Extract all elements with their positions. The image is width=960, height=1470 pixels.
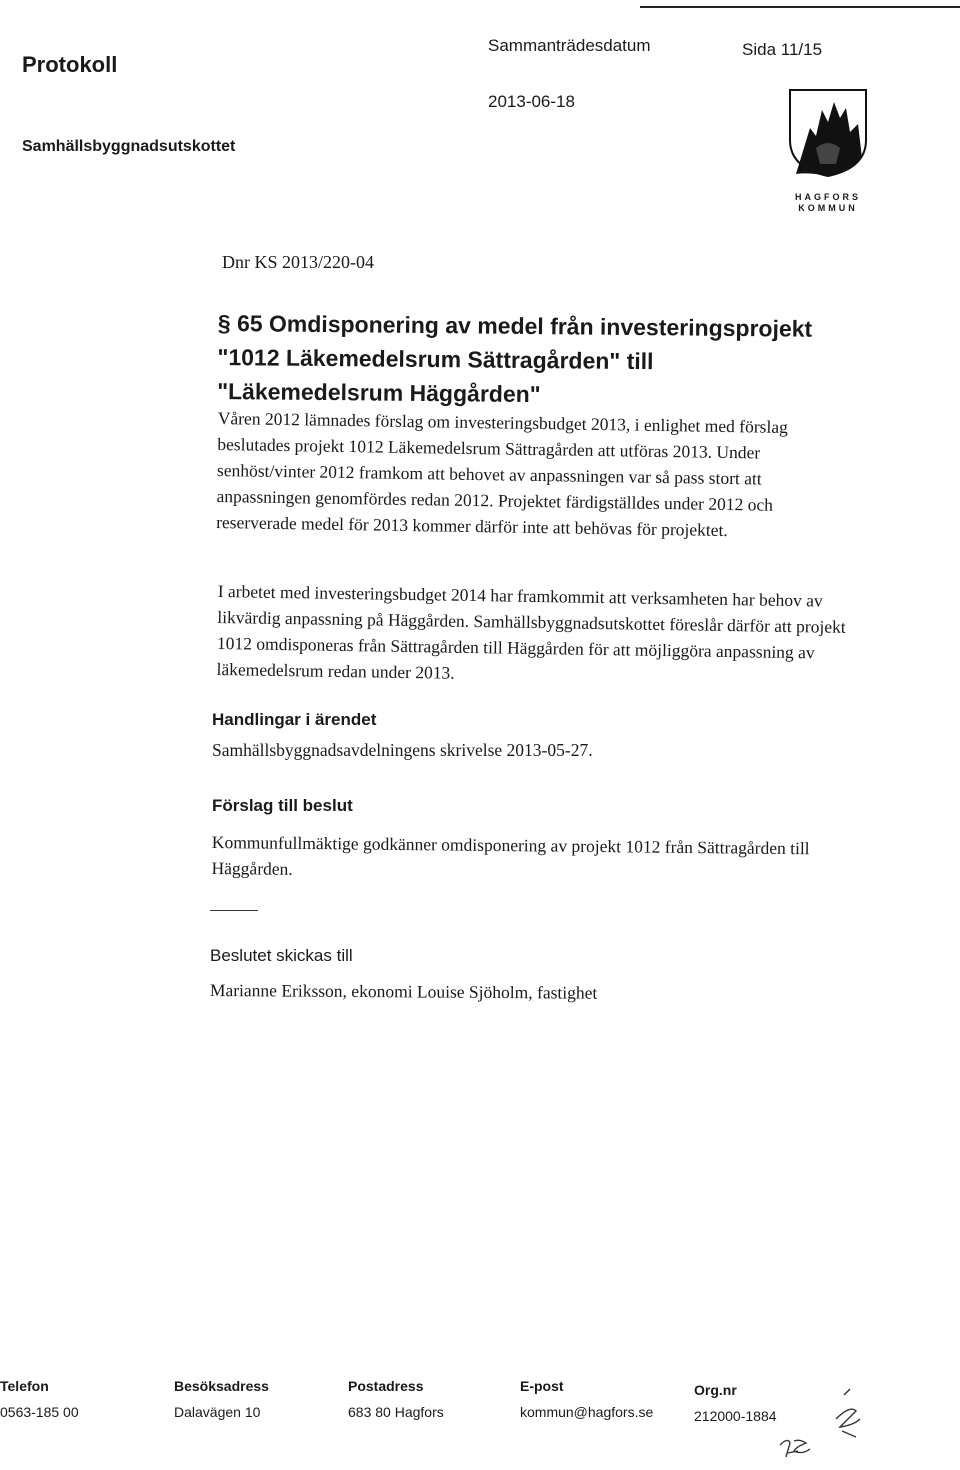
footer-visit-label: Besöksadress <box>174 1378 269 1394</box>
logo-text-line2: KOMMUN <box>798 203 858 213</box>
documents-text: Samhällsbyggnadsavdelningens skrivelse 2013-05-27. <box>212 740 593 760</box>
section-title <box>217 306 812 414</box>
top-rule <box>640 6 960 8</box>
footer-visit-address: Dalavägen 10 <box>174 1404 261 1420</box>
proposal-text: Kommunfullmäktige godkänner omdisponering av projekt 1012 från Sättragården till Häggården. <box>211 831 810 879</box>
section-title-line3: "Läkemedelsrum Häggården" <box>217 377 541 408</box>
paragraph-proposal-rationale: I arbetet med investeringsbudget 2014 har framkommit att verksamheten har behov av likvärdig anpassning på Häggården. Samhällsbyggnadsutskottet föreslår därför att projekt 1012 omdisponeras från Sättragården till Häggården för att möjliggöra anpassning av läkemedelsrum redan under 2013. <box>216 580 846 683</box>
handwritten-initials-signature <box>760 1385 880 1465</box>
section-title-line2: "1012 Läkemedelsrum Sättragården" till <box>217 343 654 375</box>
footer-postal-label: Postadress <box>348 1378 424 1394</box>
department-name: Samhällsbyggnadsutskottet <box>22 138 236 155</box>
logo-text <box>782 192 874 214</box>
paragraph-background: Våren 2012 lämnades förslag om investeringsbudget 2013, i enlighet med förslag beslutades projekt 1012 Läkemedelsrum Sättragården att utföras 2013. Under senhöst/vinter 2012 framkom att behovet av anpassningen var så pass stort att anpassningen genomfördes redan 2012. Projektet färdigställdes under 2012 och reserverade medel för 2013 kommer därför inte att behövas för projektet. <box>216 407 788 541</box>
footer-org-label: Org.nr <box>694 1382 737 1398</box>
proposal-heading: Förslag till beslut <box>212 796 353 815</box>
recipients-heading: Beslutet skickas till <box>210 946 353 965</box>
footer-email-label: E-post <box>520 1378 564 1394</box>
document-type-title: Protokoll <box>22 52 118 77</box>
meeting-date-label: Sammanträdesdatum <box>488 36 651 55</box>
footer-postal-address: 683 80 Hagfors <box>348 1404 444 1420</box>
diary-number: Dnr KS 2013/220-04 <box>222 252 374 272</box>
footer-org-number: 212000-1884 <box>694 1408 777 1424</box>
hagfors-coat-of-arms-logo <box>786 88 870 178</box>
recipients-text: Marianne Eriksson, ekonomi Louise Sjöholm, fastighet <box>209 980 598 1003</box>
footer-phone-label: Telefon <box>0 1378 49 1394</box>
separator-dash <box>210 910 258 911</box>
footer-phone: 0563-185 00 <box>0 1404 79 1420</box>
footer-email: kommun@hagfors.se <box>520 1404 654 1420</box>
section-title-line1: § 65 Omdisponering av medel från investeringsprojekt <box>217 309 813 342</box>
page-number: Sida 11/15 <box>742 40 823 59</box>
meeting-date: 2013-06-18 <box>488 92 575 111</box>
documents-heading: Handlingar i ärendet <box>212 710 377 729</box>
logo-text-line1: HAGFORS <box>795 192 861 202</box>
